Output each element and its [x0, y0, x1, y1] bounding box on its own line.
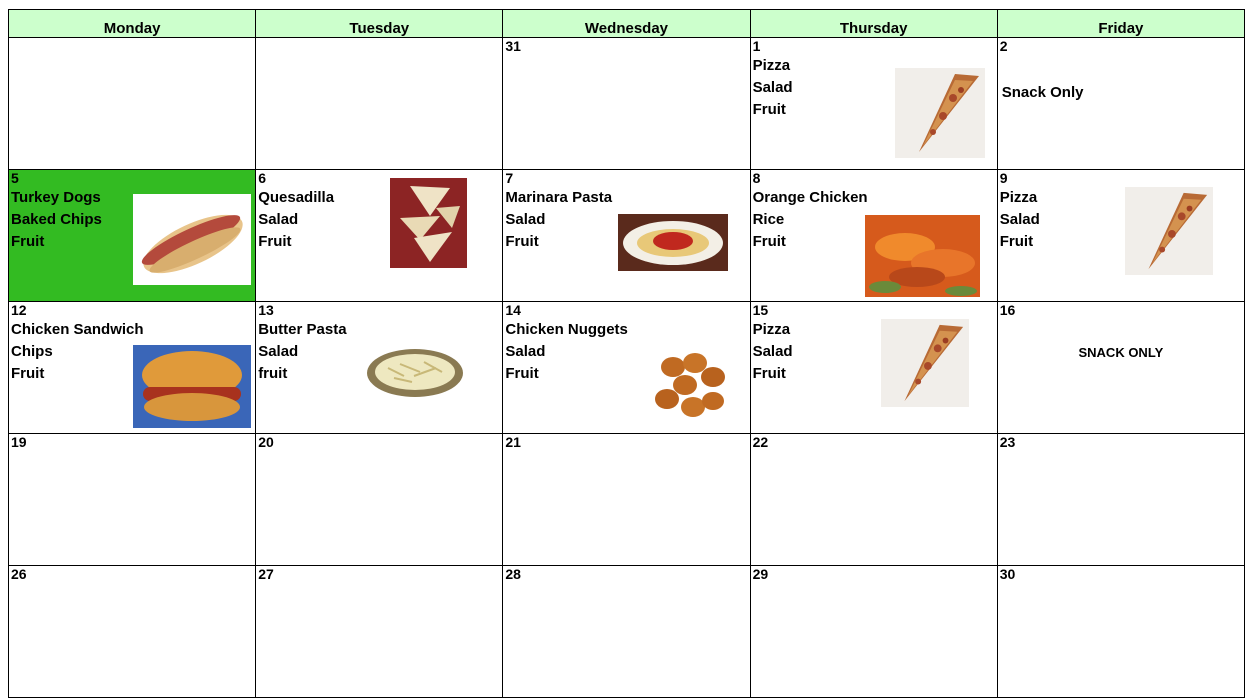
menu-item: Pizza [752, 57, 791, 74]
day-cell [256, 566, 503, 698]
menu-item: Pizza [752, 321, 791, 338]
weekday-header-friday: Friday [997, 10, 1244, 38]
day-number: 2 [999, 38, 1008, 54]
day-cell [997, 170, 1244, 302]
menu-item: Salad [752, 79, 793, 96]
weekday-header-wednesday: Wednesday [503, 10, 750, 38]
menu-item: Orange Chicken [752, 189, 868, 206]
menu-item: Butter Pasta [258, 321, 347, 338]
day-number: 28 [505, 566, 521, 582]
day-number: 12 [11, 302, 27, 318]
chicken-sandwich-image [133, 345, 251, 428]
menu-item: Fruit [505, 365, 539, 382]
menu-item: Salad [505, 343, 546, 360]
menu-item: Marinara Pasta [505, 189, 613, 206]
day-number: 8 [752, 170, 761, 186]
day-cell [9, 38, 256, 170]
weekday-header-thursday: Thursday [750, 10, 997, 38]
menu-item: Salad [505, 211, 546, 228]
day-cell [750, 434, 997, 566]
menu-item: Fruit [752, 101, 786, 118]
menu-item: Fruit [11, 365, 45, 382]
snack-only-note: SNACK ONLY [1078, 345, 1164, 360]
menu-item: fruit [258, 365, 288, 382]
day-cell [997, 38, 1244, 170]
menu-item: Salad [258, 211, 299, 228]
day-cell [503, 38, 750, 170]
day-number: 13 [258, 302, 274, 318]
day-number: 20 [258, 434, 274, 450]
menu-item: Fruit [752, 365, 786, 382]
day-number: 1 [752, 38, 761, 54]
day-number: 19 [11, 434, 27, 450]
chicken-nuggets-image [651, 349, 729, 421]
menu-item: Salad [752, 343, 793, 360]
menu-item: Salad [258, 343, 299, 360]
day-cell [503, 434, 750, 566]
weekday-header-row [9, 10, 1245, 38]
day-cell [503, 566, 750, 698]
weekday-header-tuesday: Tuesday [256, 10, 503, 38]
day-cell [503, 170, 750, 302]
menu-item: Fruit [505, 233, 539, 250]
day-cell [750, 302, 997, 434]
menu-item: Pizza [999, 189, 1038, 206]
day-number: 26 [11, 566, 27, 582]
pizza-slice-image [895, 68, 985, 158]
lunch-menu-calendar [8, 9, 1245, 698]
day-number: 7 [505, 170, 514, 186]
day-number: 30 [999, 566, 1016, 582]
day-cell [503, 302, 750, 434]
day-cell [9, 302, 256, 434]
week-row [9, 434, 1245, 566]
day-number: 31 [505, 38, 521, 54]
menu-item: Rice [752, 211, 785, 228]
day-number: 21 [505, 434, 521, 450]
orange-chicken-image [865, 215, 980, 297]
day-number: 15 [752, 302, 769, 318]
day-number: 9 [999, 170, 1008, 186]
snack-only-note: Snack Only [1001, 84, 1084, 101]
butter-pasta-image [364, 342, 466, 402]
day-number: 5 [11, 170, 19, 186]
day-cell [256, 434, 503, 566]
menu-item: Turkey Dogs [11, 189, 101, 206]
day-cell [256, 170, 503, 302]
week-row [9, 566, 1245, 698]
menu-item: Quesadilla [258, 189, 335, 206]
pizza-slice-image [881, 319, 969, 407]
menu-item: Salad [999, 211, 1040, 228]
menu-item: Chicken Sandwich [11, 321, 144, 338]
menu-item: Fruit [258, 233, 292, 250]
day-cell [9, 434, 256, 566]
pizza-slice-image [1125, 187, 1213, 275]
day-cell [997, 434, 1244, 566]
menu-item: Baked Chips [11, 211, 102, 228]
hot-dog-image [133, 194, 251, 285]
marinara-pasta-image [618, 214, 728, 271]
day-cell [750, 170, 997, 302]
menu-item: Chicken Nuggets [505, 321, 628, 338]
day-cell [750, 38, 997, 170]
quesadilla-image [390, 178, 467, 268]
day-cell [997, 302, 1244, 434]
menu-item: Fruit [11, 233, 45, 250]
day-number: 14 [505, 302, 521, 318]
day-number: 27 [258, 566, 274, 582]
day-cell [9, 566, 256, 698]
day-number: 6 [258, 170, 266, 186]
day-number: 23 [999, 434, 1016, 450]
day-cell [997, 566, 1244, 698]
day-number: 16 [999, 302, 1016, 318]
menu-item: Chips [11, 343, 53, 360]
day-cell [256, 38, 503, 170]
day-number: 22 [752, 434, 769, 450]
day-cell [750, 566, 997, 698]
day-number: 29 [752, 566, 769, 582]
week-row [9, 38, 1245, 170]
week-row [9, 170, 1245, 302]
menu-item: Fruit [752, 233, 786, 250]
weekday-header-monday: Monday [9, 10, 256, 38]
day-cell-highlighted [9, 170, 256, 302]
week-row [9, 302, 1245, 434]
menu-item: Fruit [999, 233, 1034, 250]
day-cell [256, 302, 503, 434]
